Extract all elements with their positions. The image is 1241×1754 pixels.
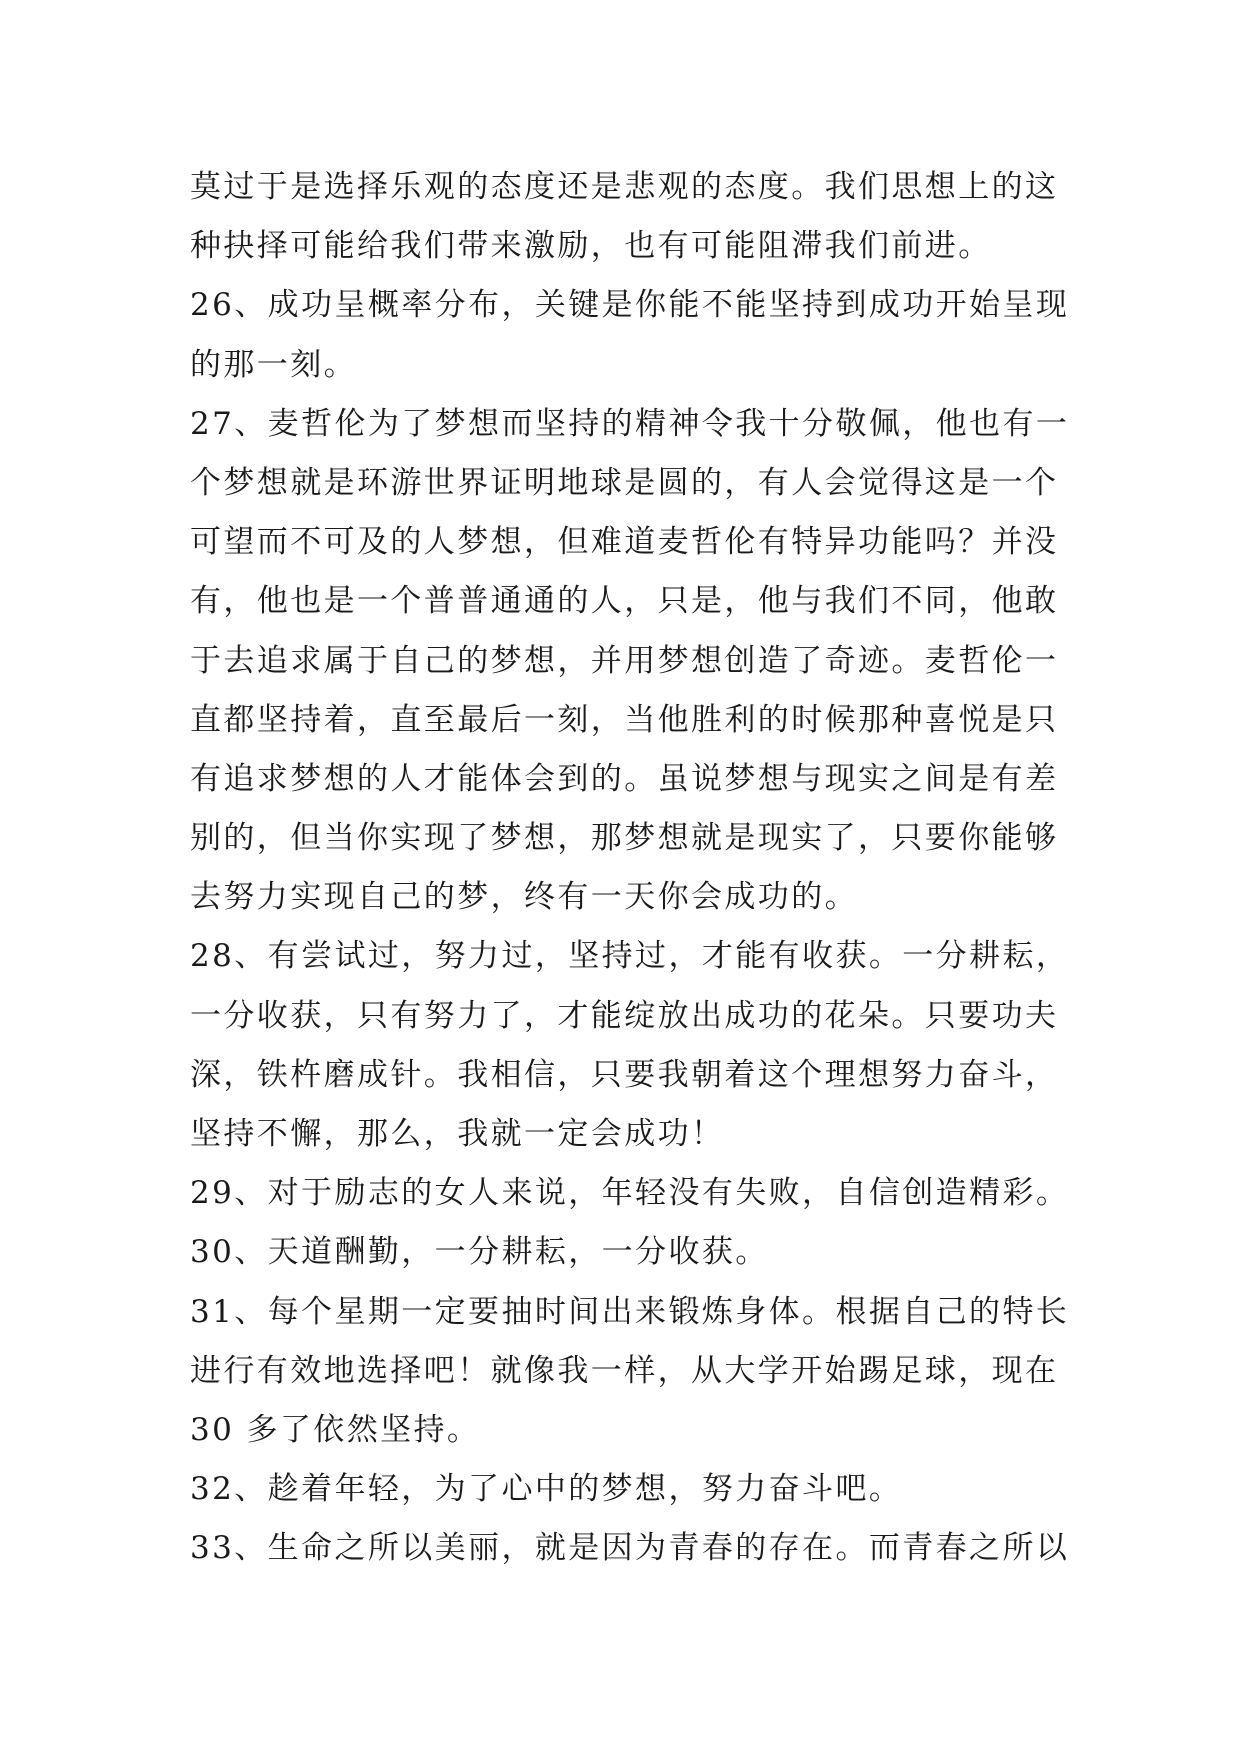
text-line: 进行有效地选择吧！就像我一样，从大学开始踢足球，现在 xyxy=(190,1352,1059,1389)
text-line: 深，铁杵磨成针。我相信，只要我朝着这个理想努力奋斗， xyxy=(190,1056,1059,1093)
text-line: 33、生命之所以美丽，就是因为青春的存在。而青春之所以 xyxy=(190,1530,1070,1567)
text-line: 坚持不懈，那么，我就一定会成功！ xyxy=(190,1116,725,1152)
text-line: 于去追求属于自己的梦想，并用梦想创造了奇迹。麦哲伦一 xyxy=(190,642,1059,679)
text-line: 种抉择可能给我们带来激励，也有可能阻滞我们前进。 xyxy=(190,228,992,265)
text-line: 30 多了依然坚持。 xyxy=(190,1411,481,1448)
body-text xyxy=(190,158,1070,1579)
text-line: 32、趁着年轻，为了心中的梦想，努力奋斗吧。 xyxy=(190,1471,903,1508)
text-line: 莫过于是选择乐观的态度还是悲观的态度。我们思想上的这 xyxy=(190,169,1059,205)
text-line: 30、天道酬勤，一分耕耘，一分收获。 xyxy=(190,1234,769,1271)
text-line: 可望而不可及的人梦想，但难道麦哲伦有特异功能吗？并没 xyxy=(190,524,1059,561)
text-line: 的那一刻。 xyxy=(190,346,357,383)
text-line: 直都坚持着，直至最后一刻，当他胜利的时候那种喜悦是只 xyxy=(190,701,1059,738)
text-line: 28、有尝试过，努力过，坚持过，才能有收获。一分耕耘， xyxy=(190,938,1070,975)
text-line: 27、麦哲伦为了梦想而坚持的精神令我十分敬佩，他也有一 xyxy=(190,405,1070,442)
text-line: 有追求梦想的人才能体会到的。虽说梦想与现实之间是有差 xyxy=(190,760,1059,797)
text-line: 有，他也是一个普普通通的人，只是，他与我们不同，他敢 xyxy=(190,583,1059,620)
text-line: 31、每个星期一定要抽时间出来锻炼身体。根据自己的特长 xyxy=(190,1293,1070,1330)
text-line: 26、成功呈概率分布，关键是你能不能坚持到成功开始呈现 xyxy=(190,287,1070,324)
text-line: 个梦想就是环游世界证明地球是圆的，有人会觉得这是一个 xyxy=(190,464,1059,501)
text-line: 一分收获，只有努力了，才能绽放出成功的花朵。只要功夫 xyxy=(190,997,1059,1034)
text-line: 别的，但当你实现了梦想，那梦想就是现实了，只要你能够 xyxy=(190,820,1059,857)
text-line: 去努力实现自己的梦，终有一天你会成功的。 xyxy=(190,879,858,916)
text-line: 29、对于励志的女人来说，年轻没有失败，自信创造精彩。 xyxy=(190,1175,1070,1212)
